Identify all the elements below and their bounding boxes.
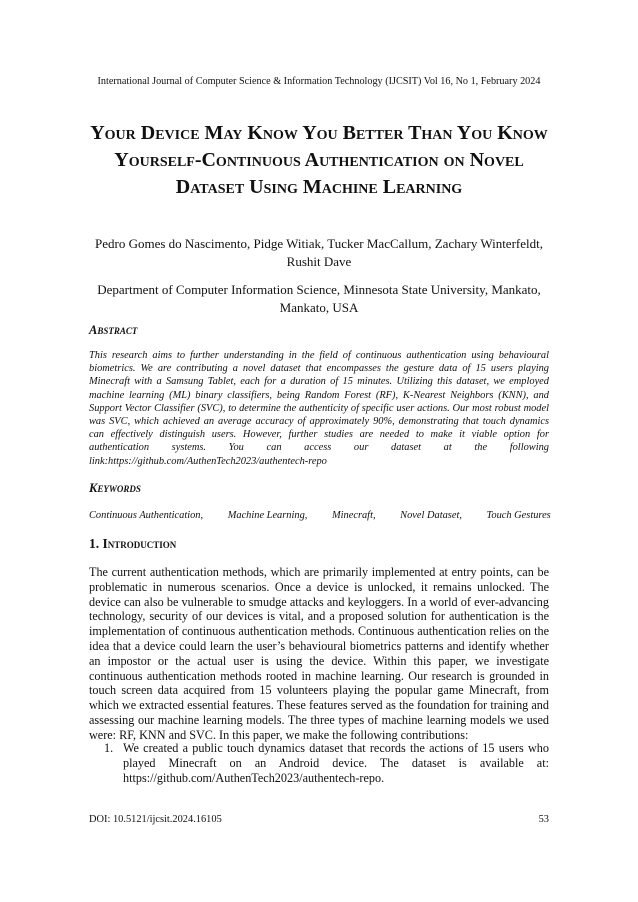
footer-doi: DOI: 10.5121/ijcsit.2024.16105 <box>89 814 222 825</box>
contribution-number: 1. <box>104 741 114 755</box>
keyword-item: Minecraft, <box>331 510 376 521</box>
abstract-heading: Abstract <box>89 323 138 337</box>
abstract-text: This research aims to further understanding in the field of continuous authentication using behavioural biometrics. We are contributing a novel dataset that encompasses the gesture data of 15 users playing Minecraft with a Samsung Tablet, each for a duration of 15 minutes. Utilizing this dataset, we employed machine learning (ML) binary classifiers, being Random Forest (RF), K-Nearest Neighbors (KNN), and Support Vector Classifier (SVC), to determine the authenticity of specific user actions. Our most robust model was SVC, which achieved an average accuracy of approximately 90%, demonstrating that touch dynamics can effectively distinguish users. However, further studies are needed to make it viable option for authentication systems. You can access our dataset at the following link:https://github.com/AuthenTech2023/authentech-repo <box>89 350 549 467</box>
keywords-list <box>89 510 549 521</box>
introduction-heading: 1. Introduction <box>89 536 177 551</box>
keyword-item: Novel Dataset, <box>400 510 462 521</box>
introduction-text: The current authentication methods, which are primarily implemented at entry points, can be problematic in numerous scenarios. Once a device is unlocked, it remains unlocked. The device can also be vulnerable to smudge attacks and keyloggers. In a world of ever-advancing technology, security of our devices is vital, and a proposed solution for authentication is the implementation of continuous authentication methods. Continuous authentication relies on the idea that a device could learn the user’s behavioural biometrics patterns and identify whether an impostor or the actual user is using the device. Within this paper, we investigate continuous authentication methods rooted in machine learning. Our research is grounded in touch screen data acquired from 15 volunteers playing the popular game Minecraft, from which we extracted essential features. These features served as the foundation for training and assessing our machine learning models. The three types of machine learning models we used were: RF, KNN and SVC. In this paper, we make the following contributions: <box>89 565 549 742</box>
keywords-heading: Keywords <box>89 481 141 495</box>
keyword-item: Continuous Authentication, <box>89 510 204 521</box>
keyword-item: Machine Learning, <box>227 510 308 521</box>
journal-header: International Journal of Computer Science & Information Technology (IJCSIT) Vol 16, No 1, February 2024 <box>97 76 541 87</box>
author-affiliation: Department of Computer Information Science, Minnesota State University, Mankato, Mankato, USA <box>97 282 541 315</box>
paper-title: Your Device May Know You Better Than You Know Yourself-Continuous Authentication on Novel Dataset Using Machine Learning <box>90 122 548 198</box>
keyword-item: Touch Gestures <box>486 510 551 521</box>
contribution-text: We created a public touch dynamics dataset that records the actions of 15 users who played Minecraft on an Android device. The dataset is available at: https://github.com/AuthenTech2023/authentech-repo. <box>123 741 549 785</box>
page-number: 53 <box>538 814 549 825</box>
author-list: Pedro Gomes do Nascimento, Pidge Witiak, Tucker MacCallum, Zachary Winterfeldt, Rushit Dave <box>95 236 543 269</box>
